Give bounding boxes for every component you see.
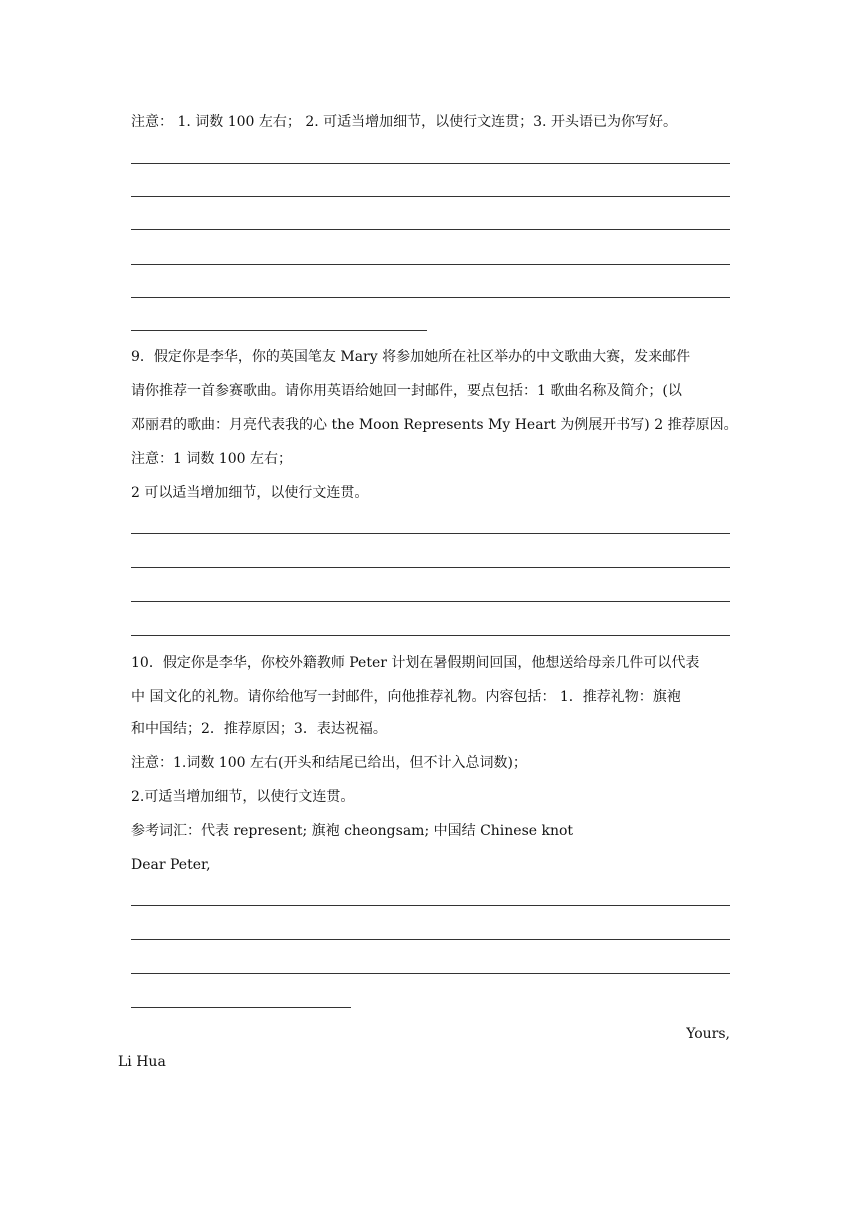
q9-prompt-line-3: 邓丽君的歌曲：月亮代表我的心 the Moon Represents My Heart 为例展开书写) 2 推荐原因。 (131, 417, 738, 433)
q10-prompt-line-3: 和中国结；2．推荐原因；3．表达祝福。 (131, 721, 387, 737)
q8-notice: 注意： 1. 词数 100 左右； 2. 可适当增加细节，以使行文连贯；3. 开头语已为你写好。 (131, 114, 677, 130)
answer-line[interactable] (131, 635, 730, 636)
q9-prompt-line-2: 请你推荐一首参赛歌曲。请你用英语给她回一封邮件，要点包括：1 歌曲名称及简介；(以 (131, 383, 682, 399)
answer-line[interactable] (131, 601, 730, 602)
q10-vocabulary: 参考词汇：代表 represent; 旗袍 cheongsam; 中国结 Chinese knot (131, 823, 574, 839)
answer-line[interactable] (131, 533, 730, 534)
answer-line[interactable] (131, 973, 730, 974)
q9-prompt-line-1: 9．假定你是李华，你的英国笔友 Mary 将参加她所在社区举办的中文歌曲大赛，发来邮件 (131, 349, 691, 365)
answer-line[interactable] (131, 939, 730, 940)
answer-line[interactable] (131, 229, 730, 230)
q10-prompt-line-1: 10．假定你是李华，你校外籍教师 Peter 计划在暑假期间回国，他想送给母亲几件可以代表 (131, 655, 700, 671)
q10-prompt-line-2: 中 国文化的礼物。请你给他写一封邮件，向他推荐礼物。内容包括： 1．推荐礼物：旗袍 (131, 689, 681, 705)
q9-notice-line-2: 2 可以适当增加细节，以使行文连贯。 (131, 485, 369, 501)
answer-line-short[interactable] (131, 1007, 351, 1008)
answer-line-short[interactable] (131, 330, 427, 331)
answer-line[interactable] (131, 567, 730, 568)
answer-line[interactable] (131, 297, 730, 298)
q10-notice-line-2: 2.可适当增加细节，以使行文连贯。 (131, 789, 355, 805)
letter-closing: Yours, (686, 1026, 730, 1042)
q9-notice-line-1: 注意：1 词数 100 左右； (131, 451, 292, 467)
answer-line[interactable] (131, 264, 730, 265)
letter-greeting: Dear Peter, (131, 857, 211, 873)
answer-line[interactable] (131, 196, 730, 197)
letter-signature: Li Hua (118, 1054, 166, 1070)
q10-notice-line-1: 注意：1.词数 100 左右(开头和结尾已给出，但不计入总词数)； (131, 755, 527, 771)
answer-line[interactable] (131, 905, 730, 906)
answer-line[interactable] (131, 163, 730, 164)
